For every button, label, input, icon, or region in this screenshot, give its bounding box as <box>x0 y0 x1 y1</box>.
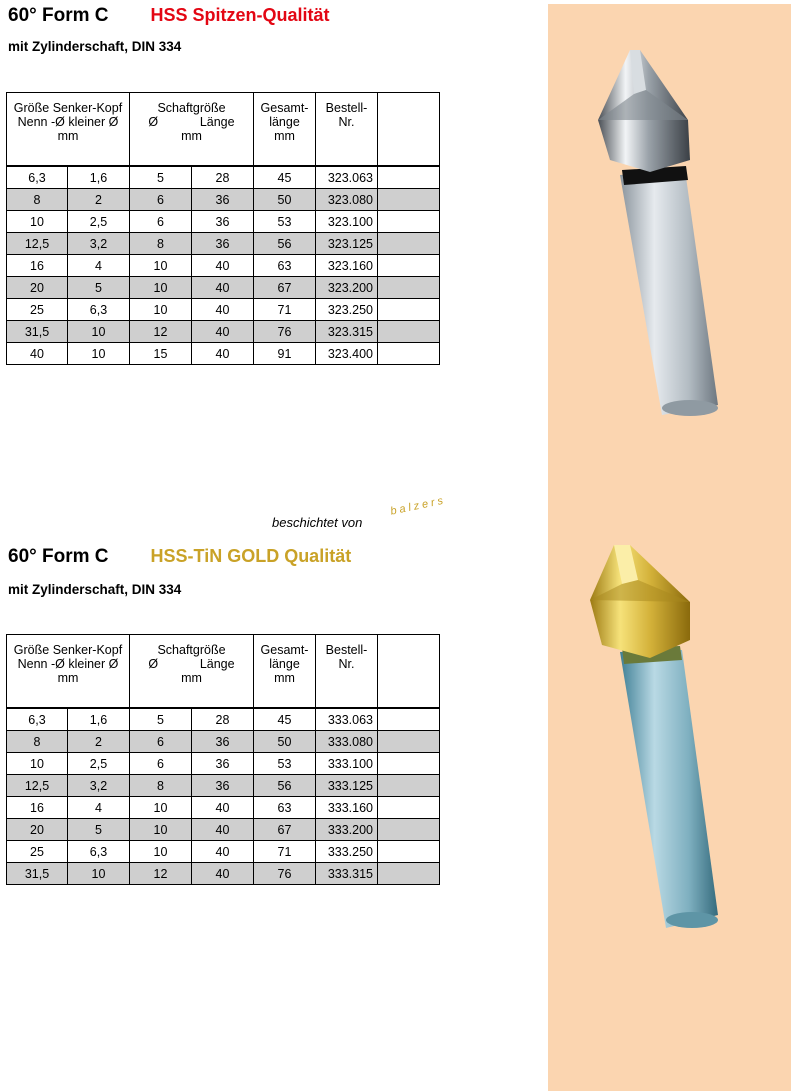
section1-subtitle: mit Zylinderschaft, DIN 334 <box>8 39 182 54</box>
header-order-no <box>316 93 378 167</box>
table-row <box>7 841 440 863</box>
table-cell: 2,5 <box>68 211 130 233</box>
table-cell: 10 <box>130 797 192 819</box>
table-cell: 323.100 <box>316 211 378 233</box>
table-cell: 53 <box>254 753 316 775</box>
table-cell: 36 <box>192 211 254 233</box>
table-cell: 40 <box>192 343 254 365</box>
table-cell: 333.080 <box>316 731 378 753</box>
table-row <box>7 277 440 299</box>
table-cell: 50 <box>254 731 316 753</box>
header-text: Länge <box>199 115 235 129</box>
table-cell: 10 <box>130 841 192 863</box>
table-row <box>7 255 440 277</box>
table-cell: 333.250 <box>316 841 378 863</box>
table-cell: 36 <box>192 775 254 797</box>
coating-brand-logo: balzers <box>389 494 448 518</box>
table-cell: 31,5 <box>7 321 68 343</box>
section2-subtitle: mit Zylinderschaft, DIN 334 <box>8 582 182 597</box>
table-cell: 63 <box>254 797 316 819</box>
table-cell: 4 <box>68 255 130 277</box>
table-cell-empty <box>378 166 440 189</box>
header-order-no <box>316 635 378 709</box>
table-row <box>7 189 440 211</box>
hss-countersink-image <box>590 30 730 435</box>
table-cell: 6 <box>130 211 192 233</box>
table-row <box>7 819 440 841</box>
table-cell: 36 <box>192 731 254 753</box>
table-cell: 323.080 <box>316 189 378 211</box>
table-row <box>7 775 440 797</box>
table-cell: 333.200 <box>316 819 378 841</box>
table-row <box>7 708 440 731</box>
table-cell-empty <box>378 863 440 885</box>
table-cell: 8 <box>130 233 192 255</box>
table-cell: 53 <box>254 211 316 233</box>
table-cell: 56 <box>254 233 316 255</box>
table-cell: 323.063 <box>316 166 378 189</box>
table-cell: 12,5 <box>7 775 68 797</box>
section1-product-name: HSS Spitzen-Qualität <box>150 5 330 25</box>
table-cell: 6 <box>130 731 192 753</box>
header-text: Bestell- <box>325 643 368 657</box>
header-text: mm <box>274 671 295 685</box>
table-cell: 333.100 <box>316 753 378 775</box>
table-cell: 67 <box>254 819 316 841</box>
section2-table <box>6 634 440 885</box>
table-cell: 4 <box>68 797 130 819</box>
table-row <box>7 321 440 343</box>
table-row <box>7 731 440 753</box>
table-row <box>7 863 440 885</box>
table-cell-empty <box>378 321 440 343</box>
header-text: Gesamt- <box>260 101 309 115</box>
table-cell: 3,2 <box>68 775 130 797</box>
table-cell: 15 <box>130 343 192 365</box>
table-cell: 25 <box>7 841 68 863</box>
table-cell: 1,6 <box>68 166 130 189</box>
table-row <box>7 299 440 321</box>
table-cell: 10 <box>130 277 192 299</box>
table-cell: 28 <box>192 166 254 189</box>
table-cell-empty <box>378 233 440 255</box>
table-row <box>7 166 440 189</box>
table-cell: 323.250 <box>316 299 378 321</box>
table-cell: 333.160 <box>316 797 378 819</box>
table-cell-empty <box>378 731 440 753</box>
table-cell: 20 <box>7 277 68 299</box>
header-total-length <box>254 635 316 709</box>
header-text: Nenn -Ø kleiner Ø <box>17 657 119 671</box>
table-cell: 71 <box>254 299 316 321</box>
table-cell: 10 <box>130 255 192 277</box>
table-cell: 36 <box>192 189 254 211</box>
header-text: mm <box>181 671 202 685</box>
table-cell: 50 <box>254 189 316 211</box>
table-cell: 10 <box>68 863 130 885</box>
table-cell-empty <box>378 797 440 819</box>
header-size <box>7 635 130 709</box>
section1-table <box>6 92 440 365</box>
table-cell: 25 <box>7 299 68 321</box>
table-cell: 76 <box>254 321 316 343</box>
table-cell: 36 <box>192 233 254 255</box>
table-cell: 5 <box>130 166 192 189</box>
table-cell: 12,5 <box>7 233 68 255</box>
table-row <box>7 753 440 775</box>
table-cell: 3,2 <box>68 233 130 255</box>
header-shaft <box>130 635 254 709</box>
table-cell: 76 <box>254 863 316 885</box>
header-text: Bestell- <box>325 101 368 115</box>
table-row <box>7 797 440 819</box>
section2-product-name: HSS-TiN GOLD Qualität <box>150 546 352 566</box>
table-cell-empty <box>378 277 440 299</box>
header-shaft <box>130 93 254 167</box>
table-cell: 20 <box>7 819 68 841</box>
table-cell: 333.063 <box>316 708 378 731</box>
table-cell: 2 <box>68 731 130 753</box>
table-cell: 1,6 <box>68 708 130 731</box>
section2-title <box>8 546 351 568</box>
section2-title-text: 60° Form C <box>8 546 109 567</box>
table-cell: 6 <box>130 753 192 775</box>
table-cell: 6 <box>130 189 192 211</box>
header-text: Nr. <box>338 657 355 671</box>
header-size <box>7 93 130 167</box>
table-cell: 2 <box>68 189 130 211</box>
table-cell: 40 <box>192 819 254 841</box>
header-text: Schaftgröße <box>157 101 226 115</box>
table-cell: 10 <box>7 211 68 233</box>
header-text: Nenn -Ø kleiner Ø <box>17 115 119 129</box>
header-text: Größe Senker-Kopf <box>13 643 123 657</box>
table-cell: 40 <box>192 255 254 277</box>
table-cell: 40 <box>192 863 254 885</box>
table-header-row <box>7 93 440 167</box>
table-cell-empty <box>378 189 440 211</box>
coating-note: beschichtet von <box>272 515 363 530</box>
header-text <box>130 115 253 129</box>
table-cell-empty <box>378 753 440 775</box>
table-cell-empty <box>378 255 440 277</box>
table-cell: 323.400 <box>316 343 378 365</box>
table-cell: 333.125 <box>316 775 378 797</box>
header-text: Ø <box>148 657 159 671</box>
table-cell: 10 <box>130 299 192 321</box>
table-cell-empty <box>378 343 440 365</box>
section1-title <box>8 5 330 27</box>
table-cell: 40 <box>7 343 68 365</box>
table-cell: 323.125 <box>316 233 378 255</box>
header-text: mm <box>274 129 295 143</box>
table-cell-empty <box>378 299 440 321</box>
table-cell: 10 <box>68 321 130 343</box>
tin-gold-countersink-image <box>582 540 732 945</box>
table-cell: 16 <box>7 797 68 819</box>
header-text: Nr. <box>338 115 355 129</box>
table-cell: 6,3 <box>7 166 68 189</box>
table-cell: 63 <box>254 255 316 277</box>
table-cell: 31,5 <box>7 863 68 885</box>
header-text: länge <box>269 115 300 129</box>
header-empty <box>378 93 440 167</box>
table-cell: 10 <box>130 819 192 841</box>
table-cell: 56 <box>254 775 316 797</box>
table-cell: 40 <box>192 321 254 343</box>
table-cell: 333.315 <box>316 863 378 885</box>
table-cell: 40 <box>192 299 254 321</box>
table-cell: 5 <box>68 819 130 841</box>
header-text: länge <box>269 657 300 671</box>
table-cell: 40 <box>192 841 254 863</box>
header-text <box>130 657 253 671</box>
table-cell: 45 <box>254 166 316 189</box>
table-cell: 6,3 <box>68 299 130 321</box>
table-row <box>7 343 440 365</box>
header-text: Schaftgröße <box>157 643 226 657</box>
header-text: Größe Senker-Kopf <box>13 101 123 115</box>
table-cell: 12 <box>130 863 192 885</box>
table-cell: 28 <box>192 708 254 731</box>
header-empty <box>378 635 440 709</box>
table-cell: 6,3 <box>7 708 68 731</box>
table-cell-empty <box>378 775 440 797</box>
table-cell-empty <box>378 211 440 233</box>
table-cell: 5 <box>130 708 192 731</box>
section1-title-text: 60° Form C <box>8 5 109 26</box>
table-cell: 67 <box>254 277 316 299</box>
table-cell: 6,3 <box>68 841 130 863</box>
header-text: mm <box>57 129 79 143</box>
table-cell: 2,5 <box>68 753 130 775</box>
table-cell: 40 <box>192 277 254 299</box>
table-row <box>7 211 440 233</box>
table-cell: 8 <box>7 731 68 753</box>
header-text: mm <box>57 671 79 685</box>
table-cell: 40 <box>192 797 254 819</box>
table-cell: 36 <box>192 753 254 775</box>
header-text: Länge <box>199 657 235 671</box>
table-row <box>7 233 440 255</box>
table-cell-empty <box>378 841 440 863</box>
table-cell: 91 <box>254 343 316 365</box>
table-cell: 5 <box>68 277 130 299</box>
table-cell-empty <box>378 819 440 841</box>
table-cell: 323.200 <box>316 277 378 299</box>
table-cell: 16 <box>7 255 68 277</box>
table-cell: 10 <box>7 753 68 775</box>
header-text: Gesamt- <box>260 643 309 657</box>
table-cell: 323.315 <box>316 321 378 343</box>
header-text: mm <box>181 129 202 143</box>
table-cell-empty <box>378 708 440 731</box>
table-cell: 45 <box>254 708 316 731</box>
header-total-length <box>254 93 316 167</box>
table-cell: 8 <box>7 189 68 211</box>
header-text: Ø <box>148 115 159 129</box>
table-cell: 10 <box>68 343 130 365</box>
table-cell: 71 <box>254 841 316 863</box>
table-cell: 8 <box>130 775 192 797</box>
table-cell: 12 <box>130 321 192 343</box>
table-header-row <box>7 635 440 709</box>
table-cell: 323.160 <box>316 255 378 277</box>
